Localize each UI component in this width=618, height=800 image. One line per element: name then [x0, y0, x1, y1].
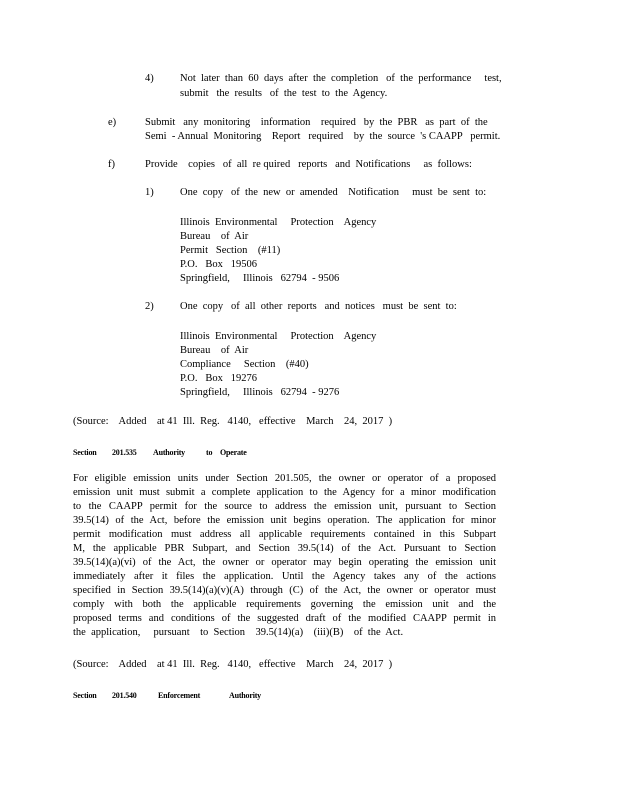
- paragraph-line: For eligible emission units under Section 201.505, the owner or operator of a proposed: [73, 473, 496, 484]
- item-number: 2): [145, 301, 154, 312]
- source-note: (Source: Added at 41 Ill. Reg. 4140, effective March 24, 2017 ): [73, 659, 393, 670]
- item-text-line: One copy of the new or amended Notification must be sent to:: [180, 187, 487, 198]
- section-title: Authority: [153, 448, 185, 457]
- paragraph-line: M, the applicable PBR Subpart, and Section 39.5(14) of the Act. Pursuant to Section: [73, 543, 496, 554]
- address-line: Springfield, Illinois 62794 - 9506: [180, 273, 340, 284]
- item-text-line: Not later than 60 days after the completion of the performance test,: [180, 73, 502, 84]
- paragraph-line: permit modification must address all applicable requirements contained in this Subpart: [73, 529, 496, 540]
- item-number: f): [108, 159, 115, 170]
- section-title: Operate: [220, 448, 247, 457]
- item-text-line: submit the results of the test to the Agency.: [180, 88, 388, 99]
- paragraph-line: the application, pursuant to Section 39.5(14)(a) (iii)(B) of the Act.: [73, 627, 404, 638]
- paragraph-line: emission unit must submit a complete application to the Agency for a minor modification: [73, 487, 496, 498]
- section-title: to: [206, 448, 213, 457]
- address-line: Illinois Environmental Protection Agency: [180, 331, 377, 342]
- address-line: Bureau of Air: [180, 231, 249, 242]
- section-word: Section: [73, 691, 97, 700]
- item-text-line: Provide copies of all re quired reports and Notifications as follows:: [145, 159, 472, 170]
- address-line: Compliance Section (#40): [180, 359, 309, 370]
- item-text-line: Submit any monitoring information required by the PBR as part of the: [145, 117, 488, 128]
- address-line: Illinois Environmental Protection Agency: [180, 217, 377, 228]
- paragraph-line: immediately after it files the application. Until the Agency takes any of the actions: [73, 571, 496, 582]
- item-text-line: Semi - Annual Monitoring Report required by the source 's CAAPP permit.: [145, 131, 501, 142]
- item-number: 1): [145, 187, 154, 198]
- section-word: Section: [73, 448, 97, 457]
- section-title: Enforcement: [158, 691, 201, 700]
- paragraph-line: to the CAAPP permit for the source to address the emission unit, pursuant to Section: [73, 501, 496, 512]
- body-paragraph: [73, 472, 496, 640]
- source-note: (Source: Added at 41 Ill. Reg. 4140, effective March 24, 2017 ): [73, 416, 393, 427]
- address-line: P.O. Box 19276: [180, 373, 258, 384]
- item-number: e): [108, 117, 117, 128]
- mailing-address: [180, 330, 376, 400]
- paragraph-line: 39.5(14) of the Act, before the emission unit begins operation. The application for minor: [73, 515, 496, 526]
- section-number: 201.540: [112, 691, 137, 700]
- address-line: Springfield, Illinois 62794 - 9276: [180, 387, 340, 398]
- item-text-line: One copy of all other reports and notices must be sent to:: [180, 301, 457, 312]
- mailing-address: [180, 216, 376, 286]
- address-line: Permit Section (#11): [180, 245, 281, 256]
- paragraph-line: specified in Section 39.5(14)(a)(v)(A) through (C) of the Act, the owner or operator must: [73, 585, 496, 596]
- paragraph-line: proposed terms and conditions of the suggested draft of the modified CAAPP permit in: [73, 613, 496, 624]
- paragraph-line: comply with both the applicable requirements governing the emission unit and the: [73, 599, 496, 610]
- item-number: 4): [145, 73, 154, 84]
- paragraph-line: 39.5(14)(a)(vi) of the Act, the owner or operator may begin operating the emission unit: [73, 557, 496, 568]
- section-title: Authority: [229, 691, 261, 700]
- section-number: 201.535: [112, 448, 137, 457]
- address-line: Bureau of Air: [180, 345, 249, 356]
- address-line: P.O. Box 19506: [180, 259, 258, 270]
